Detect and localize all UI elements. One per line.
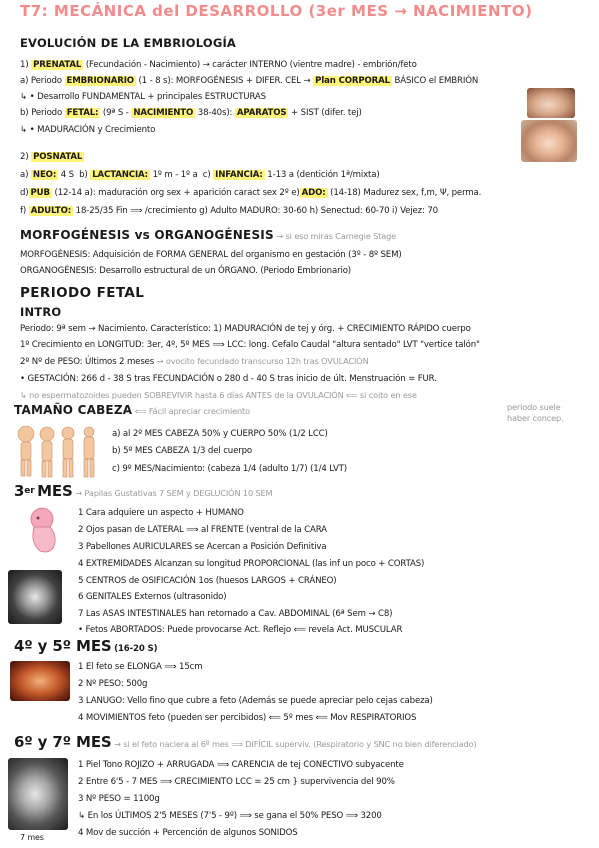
mes3-item-4: 4 EXTREMIDADES Alcanzan su longitud PROPORCIONAL (las inf un poco + CORTAS) <box>78 559 425 569</box>
evolucion-line-1: 1) PRENATAL (Fecundación - Nacimiento) → carácter INTERNO (vientre madre) - embrión/feto <box>20 60 417 70</box>
mes67-item-5: 4 Mov de succión + Percención de algunos SONIDOS <box>78 828 298 838</box>
fetus-photo-1 <box>521 120 577 162</box>
mes67-item-2: 2 Entre 6'5 - 7 MES ⟹ CRECIMIENTO LCC = 25 cm } supervivencia del 90% <box>78 777 395 787</box>
fetal-intro: INTRO <box>20 305 62 319</box>
tamano-b: b) 5º MES CABEZA 1/3 del cuerpo <box>112 446 253 456</box>
tamano-note: ⟸ Fácil apreciar crecimiento <box>134 406 250 416</box>
morfo-line-2: ORGANOGÉNESIS: Desarrollo estructural de un ÓRGANO. (Periodo Embrionario) <box>20 266 352 276</box>
mes45-item-2: 2 Nº PESO: 500g <box>78 679 148 689</box>
evolucion-line-2: a) Periodo EMBRIONARIO (1 - 8 s): MORFOGÉNESIS + DIFER. CEL → Plan CORPORAL BÁSICO el EMBRIÓN <box>20 76 479 86</box>
ultrasound-7month-photo <box>8 758 68 830</box>
fetal-note-3: haber concep. <box>507 413 564 423</box>
mes3-item-7: 7 Las ASAS INTESTINALES han retornado a Cav. ABDOMINAL (6ª Sem → C8) <box>78 609 393 619</box>
mes67-note: → si el feto naciera al 6º mes ⟹ DIFÍCIL superviv. (Respiratorio y SNC no bien diferenciado) <box>114 739 477 749</box>
ovocito-note: → ovocito fecundado transcurso 12h tras OVULACIÓN <box>156 356 369 366</box>
section-heading-evolucion: EVOLUCIÓN DE LA EMBRIOLOGÍA <box>20 36 237 50</box>
fetal-line-4: • GESTACIÓN: 266 d - 38 S tras FECUNDACIÓN o 280 d - 40 S tras inicio de últ. Menstruación = FUR. <box>20 374 437 384</box>
tamano-c: c) 9º MES/Nacimiento: (cabeza 1/4 (adulto 1/7) (1/4 LVT) <box>112 464 347 474</box>
morfo-note: → si eso miras Carnegie Stage <box>276 231 397 241</box>
ultrasound-photo <box>8 570 62 624</box>
mes3-item-2: 2 Ojos pasan de LATERAL ⟹ al FRENTE (ventral de la CARA <box>78 525 327 535</box>
tamano-a: a) al 2º MES CABEZA 50% y CUERPO 50% (1/2 LCC) <box>112 429 328 439</box>
mes3-item-1: 1 Cara adquiere un aspecto + HUMANO <box>78 508 244 518</box>
mes3-note: → Papilas Gustativas 7 SEM y DEGLUCIÓN 10 SEM <box>75 488 273 498</box>
posnatal-line-2: d) PUB (12-14 a): maduración org sex + aparición caract sex 2º e) ADO: (14-18) Madurez sex, f,m, Ψ, perma. <box>20 188 482 198</box>
section-heading-fetal: PERIODO FETAL <box>20 285 145 301</box>
evolucion-line-5: ↳ • MADURACIÓN y Crecimiento <box>20 125 156 135</box>
mes45-item-1: 1 El feto se ELONGA ⟹ 15cm <box>78 662 203 672</box>
posnatal-line-1: a) NEO: 4 S b) LACTANCIA: 1º m - 1º a c) INFANCIA: 1-13 a (dentición 1ª/mixta) <box>20 170 380 180</box>
mes45-item-4: 4 MOVIMIENTOS feto (pueden ser percibidos) ⟸ 5º mes ⟸ Mov RESPIRATORIOS <box>78 713 417 723</box>
mes3-item-3: 3 Pabellones AURICULARES se Acercan a Posición Definitiva <box>78 542 327 552</box>
page-title: T7: MECÁNICA del DESARROLLO (3er MES → NACIMIENTO) <box>20 2 533 20</box>
mes67-item-1: 1 Piel Tono ROJIZO + ARRUGADA ⟹ CARENCIA de tej CONECTIVO subyacente <box>78 760 404 770</box>
posnatal-line-3: f) ADULTO: 18-25/35 Fin ⟹ /crecimiento g) Adulto MADURO: 30-60 h) Senectud: 60-70 i) Vejez: 70 <box>20 206 438 216</box>
image-caption-7mes: 7 mes <box>20 833 44 842</box>
mes3-heading-row: 3er MES → Papilas Gustativas 7 SEM y DEGLUCIÓN 10 SEM <box>14 482 273 500</box>
mes3-item-6: 6 GENITALES Externos (ultrasonido) <box>78 592 227 602</box>
mes67-heading-row: 6º y 7º MES → si el feto naciera al 6º mes ⟹ DIFÍCIL superviv. (Respiratorio y SNC no bien diferenciado) <box>14 733 477 751</box>
section-heading-tamano: TAMAÑO CABEZA <box>14 403 133 417</box>
mes45-item-3: 3 LANUGO: Vello fino que cubre a feto (Además se puede apreciar pelo cejas cabeza) <box>78 696 433 706</box>
tamano-heading-row <box>14 405 250 418</box>
posnatal-heading: 2) POSNATAL <box>20 152 83 162</box>
fetus-3month-drawing <box>22 505 68 557</box>
fetal-line-1: Periodo: 9ª sem → Nacimiento. Característico: 1) MADURACIÓN de tej y órg. + CRECIMIENTO RÁPIDO cuerpo <box>20 324 471 334</box>
embryo-photo-1 <box>527 88 575 118</box>
evolucion-line-4: b) Periodo FETAL: (9ª S - NACIMIENTO 38-40s): APARATOS + SIST (difer. tej) <box>20 108 362 118</box>
mes3-item-5: 5 CENTROS de OSIFICACIÓN 1os (huesos LARGOS + CRÁNEO) <box>78 576 337 586</box>
mes67-item-4: ↳ En los ÚLTIMOS 2'5 MESES (7'5 - 9º) ⟹ se gana el 50% PESO ⟹ 3200 <box>78 811 382 821</box>
section-heading-morfo: MORFOGÉNESIS vs ORGANOGÉNESIS <box>20 228 274 242</box>
fetal-note-2: periodo suele <box>507 402 561 412</box>
fetal-line-2: 1º Crecimiento en LONGITUD: 3er, 4º, 5º MES ⟹ LCC: long. Cefalo Caudal "altura sentado" LVT "vertice talón" <box>20 340 480 350</box>
fetal-line-3: 2º Nº de PESO: Últimos 2 meses → ovocito fecundado transcurso 12h tras OVULACIÓN <box>20 356 369 367</box>
mes3-item-8: • Fetos ABORTADOS: Puede provocarse Act. Reflejo ⟸ revela Act. MUSCULAR <box>78 625 403 635</box>
fetal-note-1: ↳ no espermatozoides pueden SOBREVIVIR hasta 6 días ANTES de la OVULACIÓN ⟸ si coito en ese <box>20 390 417 400</box>
mes45-heading-row: 4º y 5º MES (16-20 S) <box>14 637 158 655</box>
mes67-item-3: 3 Nº PESO = 1100g <box>78 794 160 804</box>
fetus-45month-photo <box>10 661 70 701</box>
morfo-line-1: MORFOGÉNESIS: Adquisición de FORMA GENERAL del organismo en gestación (3º - 8º SEM) <box>20 250 402 260</box>
evolucion-line-3: ↳ • Desarrollo FUNDAMENTAL + principales ESTRUCTURAS <box>20 92 266 102</box>
morfo-heading-row <box>20 230 396 243</box>
fetus-proportions-drawing <box>14 422 100 480</box>
